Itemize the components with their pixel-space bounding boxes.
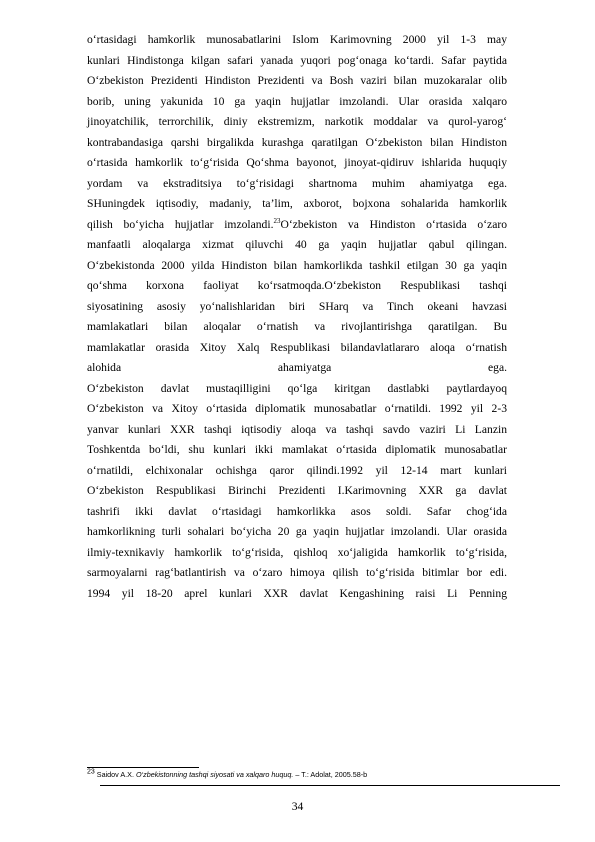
body-paragraph xyxy=(87,30,507,604)
text-line-with-footnote xyxy=(87,215,507,236)
text-line: kontrabandasiga qarshi birgalikda kurashga qaratilgan O‘zbekiston bilan Hindiston xyxy=(87,135,507,149)
text-line: manfaatli aloqalarga xizmat qiluvchi 40 ga yaqin hujjatlar qabul qilingan. xyxy=(87,238,507,251)
text-line: o‘rtasida hamkorlik to‘g‘risida Qo‘shma bayonot, jinoyat-qidiruv ishlarida huquqiy xyxy=(87,156,507,169)
text-line: Toshkentda bo‘ldi, shu kunlari ikki mamlakat o‘rtasida diplomatik munosabatlar xyxy=(87,443,507,456)
text-line: SHuningdek iqtisodiy, madaniy, ta’lim, axborot, bojxona sohalarida hamkorlik xyxy=(87,197,507,210)
footnote xyxy=(87,770,557,779)
footnote-source: – T.: Adolat, 2005.58-b xyxy=(293,770,368,779)
text-line: O‘zbekiston va Xitoy o‘rtasida diplomatik munosabatlar o‘rnatildi. 1992 yil 2-3 xyxy=(87,402,507,415)
text-line: mamlakatlari bilan aloqalar o‘rnatish va rivojlantirishga qaratilgan. Bu xyxy=(87,320,507,333)
text-line: alohida ahamiyatga ega. xyxy=(87,361,507,374)
footnote-separator xyxy=(87,767,199,768)
text-line: ilmiy-texnikaviy hamkorlik to‘g‘risida, qishloq xo‘jaligida hamkorlik to‘g‘risida, xyxy=(87,545,507,559)
text-line: jinoyatchilik, terrorchilik, diniy ekstremizm, narkotik moddalar va qurol-yarog‘ xyxy=(87,115,507,128)
text-line: O‘zbekiston Prezidenti Hindiston Prezidenti va Bosh vaziri bilan muzokaralar olib xyxy=(87,74,507,87)
text-line: 1994 yil 18-20 aprel kunlari XXR davlat Kengashining raisi Li Penning xyxy=(87,586,507,600)
footnote-reference[interactable]: 23 xyxy=(273,216,281,225)
text-line: o‘rnatildi, elchixonalar ochishga qaror qilindi.1992 yil 12-14 mart kunlari xyxy=(87,463,507,477)
text-line: O‘zbekiston Respublikasi Birinchi Prezidenti I.Karimovning XXR ga davlat xyxy=(87,484,507,497)
text-line: mamlakatlar orasida Xitoy Xalq Respublikasi bilandavlatlararo aloqa o‘rnatish xyxy=(87,340,507,354)
text-line: siyosatining asosiy yo‘nalishlaridan biri SHarq va Tinch okeani havzasi xyxy=(87,299,507,313)
text-line: o‘rtasidagi hamkorlik munosabatlarini Islom Karimovning 2000 yil 1-3 may xyxy=(87,33,507,46)
text-segment: qilish bo‘yicha hujjatlar imzolandi. xyxy=(87,217,274,231)
text-segment: O‘zbekiston va Hindiston o‘rtasida o‘zaro xyxy=(280,217,508,231)
text-line: tashrifi ikki davlat o‘rtasidagi hamkorlikka asos soldi. Safar chog‘ida xyxy=(87,504,507,518)
text-line: yordam va ekstraditsiya to‘g‘risidagi shartnoma muhim ahamiyatga ega. xyxy=(87,176,507,190)
footer-rule xyxy=(100,785,560,786)
text-line: qo‘shma korxona faoliyat ko‘rsatmoqda.O‘zbekiston Respublikasi tashqi xyxy=(87,279,507,292)
text-line: O‘zbekiston davlat mustaqilligini qo‘lga kiritgan dastlabki paytlardayoq xyxy=(87,381,507,395)
text-line: borib, uning yakunida 10 ga yaqin hujjatlar imzolandi. Ular orasida xalqaro xyxy=(87,94,507,108)
footnote-title: O‘zbekistonning tashqi siyosati va xalqaro huquq. xyxy=(135,770,294,779)
footnote-number: 23 xyxy=(87,768,95,776)
text-line: hamkorlikning turli sohalari bo‘yicha 20 ga yaqin hujjatlar imzolandi. Ular orasida xyxy=(87,525,507,538)
footnote-author: Saidov A.X. xyxy=(94,770,136,779)
page-number: 34 xyxy=(291,800,304,813)
text-line: yanvar kunlari XXR tashqi iqtisodiy aloqa va tashqi savdo vaziri Li Lanzin xyxy=(87,422,507,436)
text-line: sarmoyalarni rag‘batlantirish va o‘zaro himoya qilish to‘g‘risida bitimlar bor edi. xyxy=(87,566,507,579)
text-line: kunlari Hindistonga kilgan safari yanada yuqori pog‘onaga ko‘tardi. Safar paytida xyxy=(87,53,507,67)
text-line: O‘zbekistonda 2000 yilda Hindiston bilan hamkorlikda tashkil etilgan 30 ga yaqin xyxy=(87,258,507,272)
